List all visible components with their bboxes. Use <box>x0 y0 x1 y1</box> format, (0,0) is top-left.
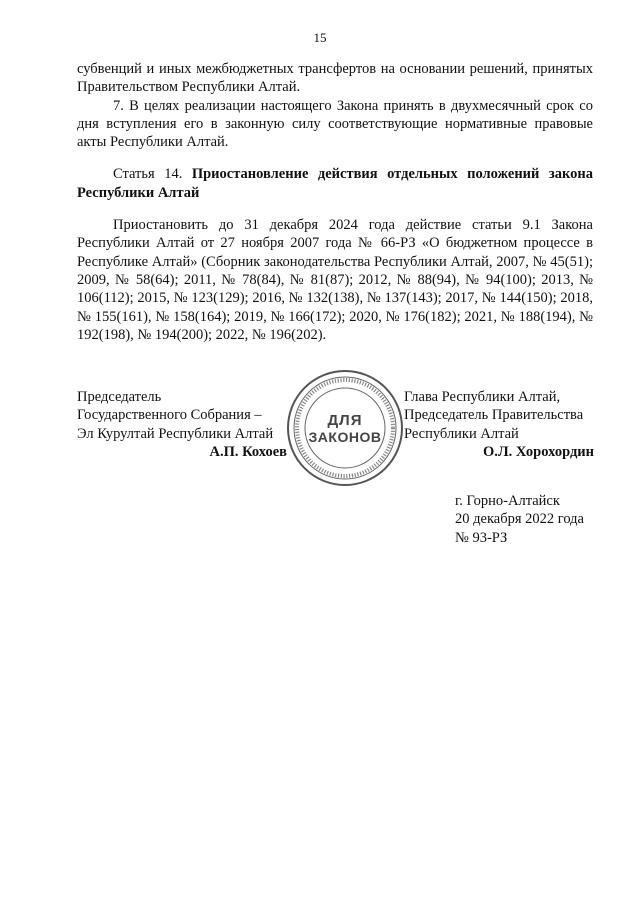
article-number: Статья 14. <box>113 166 183 183</box>
document-footer <box>455 492 615 547</box>
document-body <box>77 60 593 344</box>
signature-right <box>404 388 594 461</box>
signature-left <box>77 388 287 461</box>
signature-left-line2: Государственного Собрания – <box>77 407 262 424</box>
paragraph-continuation: субвенций и иных межбюджетных трансфертов на основании решений, принятых Правительством Республики Алтай. <box>77 61 593 96</box>
footer-city: г. Горно-Алтайск <box>455 493 560 509</box>
footer-law-number: № 93-РЗ <box>455 529 508 546</box>
signature-right-line3: Республики Алтай <box>404 425 519 442</box>
footer-date: 20 декабря 2022 года <box>455 511 584 528</box>
paragraph-7: 7. В целях реализации настоящего Закона принять в двухмесячный срок со дня вступления его в законную силу соответствующие нормативные правовые акты Республики Алтай. <box>77 97 593 151</box>
stamp-seal <box>286 369 404 487</box>
stamp-text-line1: ДЛЯ <box>327 412 363 429</box>
article-14-text: Приостановить до 31 декабря 2024 года действие статьи 9.1 Закона Республики Алтай от 27 ноября 2007 года № 66-РЗ «О бюджетном процессе в Республике Алтай» (Сборник законодательства Республики Алтай, 2007, № 45(51); 2009, № 58(64); 2011, № 78(84), № 81(87); 2012, № 88(94), № 94(100); 2013, № 106(112); 2015, № 123(129); 2016, № 132(138), № 137(143); 2017, № 144(150); 2018, № 155(161), № 158(164); 2019, № 166(172); 2020, № 176(182); 2021, № 188(194), № 192(198), № 194(200); 2022, № 196(202). <box>77 217 593 343</box>
page-number: 15 <box>313 30 327 45</box>
article-14-heading <box>77 165 593 202</box>
signature-right-line1: Глава Республики Алтай, <box>404 389 561 405</box>
stamp-text-line2: ЗАКОНОВ <box>308 429 382 445</box>
signature-left-line3: Эл Курултай Республики Алтай <box>77 425 274 442</box>
article-title: Приостановление действия отдельных положений закона Республики Алтай <box>77 166 593 201</box>
signature-left-name: А.П. Кохоев <box>209 443 287 460</box>
signature-right-line2: Председатель Правительства <box>404 407 584 424</box>
signature-left-line1: Председатель <box>77 389 162 405</box>
signature-right-name: О.Л. Хорохордин <box>482 443 594 460</box>
